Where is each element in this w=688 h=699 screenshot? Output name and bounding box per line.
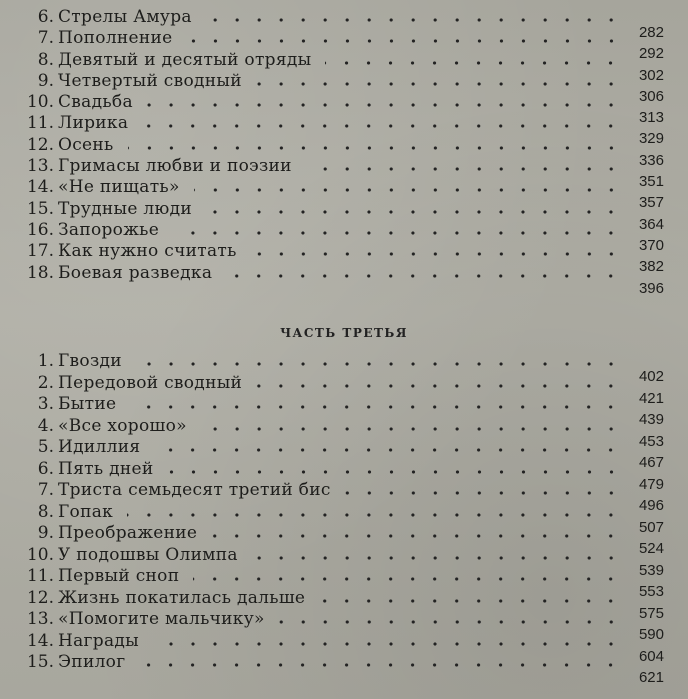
toc-entry-page-number: 402 xyxy=(638,368,664,385)
dot-leaders xyxy=(193,575,622,583)
toc-entry-number: 10. xyxy=(26,544,54,565)
toc-entry-number: 1. xyxy=(37,351,54,371)
dot-leaders xyxy=(206,208,622,216)
toc-entry-title: Идиллия xyxy=(58,437,141,457)
toc-entry-number: 8. xyxy=(37,49,54,70)
dot-leaders xyxy=(173,229,622,237)
toc-entry-page-number: 479 xyxy=(638,475,664,493)
toc-entry-page-number: 604 xyxy=(638,647,664,665)
toc-entry-page-number: 306 xyxy=(638,87,664,105)
toc-entry-page-number: 336 xyxy=(638,151,664,169)
dot-leaders xyxy=(256,80,622,88)
dot-leaders xyxy=(306,165,622,173)
toc-entry-page-number: 621 xyxy=(638,669,664,686)
toc-entry-title: «Все хорошо» xyxy=(58,415,187,436)
toc-entry-number: 2. xyxy=(37,372,54,393)
toc-entry-title: Трудные люди xyxy=(58,198,193,219)
toc-entry-number: 6. xyxy=(37,458,54,479)
toc-entry-number: 9. xyxy=(37,523,54,543)
toc-entry-title: Эпилог xyxy=(58,652,126,672)
dot-leaders xyxy=(256,382,622,390)
toc-entry-page-number: 382 xyxy=(638,258,664,276)
toc-entry-number: 3. xyxy=(37,394,54,414)
toc-entry-number: 16. xyxy=(26,219,54,240)
toc-entry-page-number: 439 xyxy=(638,411,664,428)
dot-leaders xyxy=(153,640,622,648)
dot-leaders xyxy=(251,250,622,258)
part-three-heading: ЧАСТЬ ТРЕТЬЯ xyxy=(280,326,408,340)
toc-entry-title: Бытие xyxy=(58,394,117,414)
dot-leaders xyxy=(139,661,622,669)
toc-entry-title: Девятый и десятый отряды xyxy=(58,49,312,70)
dot-leaders xyxy=(194,186,622,194)
dot-leaders xyxy=(147,101,622,109)
dot-leaders xyxy=(319,597,622,605)
dot-leaders xyxy=(168,468,622,476)
toc-entry-page-number: 575 xyxy=(638,604,664,622)
dot-leaders xyxy=(279,618,622,626)
toc-entry-number: 5. xyxy=(37,437,54,457)
dot-leaders xyxy=(142,122,622,130)
toc-entry-page-number: 313 xyxy=(638,109,664,127)
toc-entry-number: 18. xyxy=(26,262,54,283)
dot-leaders xyxy=(127,511,622,519)
toc-entry-number: 10. xyxy=(26,92,54,113)
toc-entry-title: Осень xyxy=(58,134,114,155)
toc-entry-number: 4. xyxy=(37,415,54,436)
toc-entry-title: «Помогите мальчику» xyxy=(58,609,265,629)
dot-leaders xyxy=(325,59,622,67)
toc-entry-page-number: 467 xyxy=(638,454,664,471)
toc-entry-number: 8. xyxy=(37,501,54,522)
dot-leaders xyxy=(252,554,622,562)
toc-entry-title: Гопак xyxy=(58,501,114,522)
toc-entry-title: У подошвы Олимпа xyxy=(58,544,238,565)
dot-leaders xyxy=(187,37,622,45)
dot-leaders xyxy=(211,532,622,540)
toc-entry-title: Первый сноп xyxy=(58,566,180,586)
toc-entry-number: 15. xyxy=(26,198,54,219)
toc-entry-title: Запорожье xyxy=(58,219,160,240)
toc-entry-number: 6. xyxy=(37,7,54,27)
toc-entry-number: 12. xyxy=(26,134,54,155)
toc-entry-number: 11. xyxy=(26,566,54,586)
toc-entry-number: 11. xyxy=(26,113,54,134)
toc-entry-title: Гвозди xyxy=(58,351,122,371)
toc-entry-page-number: 292 xyxy=(638,45,664,63)
toc-entry-number: 13. xyxy=(26,609,54,629)
toc-entry-title: «Не пищать» xyxy=(58,177,180,198)
toc-entry-page-number: 590 xyxy=(638,626,664,643)
toc-entry-page-number: 282 xyxy=(638,24,664,41)
toc-part-two-list xyxy=(0,6,688,297)
toc-entry-page-number: 329 xyxy=(638,130,664,148)
toc-entry-page-number: 496 xyxy=(638,497,664,514)
toc-entry-page-number: 364 xyxy=(638,215,664,233)
dot-leaders xyxy=(201,425,622,433)
dot-leaders xyxy=(154,446,622,454)
toc-entry-title: Четвертый сводный xyxy=(58,70,242,91)
toc-entry-title: Гримасы любви и поэзии xyxy=(58,156,292,177)
toc-entry-title: Пять дней xyxy=(58,458,154,479)
toc-entry-number: 14. xyxy=(26,630,54,651)
toc-entry xyxy=(0,647,688,686)
toc-entry-title: Преображение xyxy=(58,523,198,543)
toc-entry-page-number: 553 xyxy=(638,583,664,600)
toc-entry-number: 15. xyxy=(26,652,54,672)
toc-entry-page-number: 453 xyxy=(638,432,664,450)
dot-leaders xyxy=(128,144,622,152)
toc-entry-page-number: 539 xyxy=(638,561,664,579)
toc-entry-page-number: 302 xyxy=(638,66,664,84)
toc-entry-title: Жизнь покатилась дальше xyxy=(58,587,306,608)
dot-leaders xyxy=(136,360,622,368)
toc-entry-title: Передовой сводный xyxy=(58,372,243,393)
dot-leaders xyxy=(206,16,622,24)
toc-entry-number: 14. xyxy=(26,177,54,198)
toc-entry-title: Пополнение xyxy=(58,28,173,49)
toc-entry-number: 7. xyxy=(37,28,54,49)
dot-leaders xyxy=(226,272,622,280)
toc-entry-page-number: 370 xyxy=(638,236,664,254)
toc-entry-title: Как нужно считать xyxy=(58,241,237,262)
toc-entry-title: Стрелы Амура xyxy=(58,7,192,27)
toc-entry-page-number: 396 xyxy=(638,279,664,297)
toc-entry-number: 13. xyxy=(26,156,54,177)
toc-entry-title: Боевая разведка xyxy=(58,262,213,283)
toc-entry-page-number: 357 xyxy=(638,194,664,212)
dot-leaders xyxy=(130,403,622,411)
toc-entry-title: Лирика xyxy=(58,113,129,134)
dot-leaders xyxy=(345,489,622,497)
toc-entry-page-number: 524 xyxy=(638,540,664,557)
toc-entry-page-number: 351 xyxy=(638,173,664,191)
toc-entry-number: 17. xyxy=(26,241,54,262)
toc-entry-page-number: 421 xyxy=(638,389,664,407)
toc-entry-page-number: 507 xyxy=(638,518,664,536)
toc-entry-title: Триста семьдесят третий бис xyxy=(58,480,331,500)
toc-entry-title: Свадьба xyxy=(58,92,133,113)
toc-entry-number: 7. xyxy=(37,480,54,500)
toc-entry-number: 12. xyxy=(26,587,54,608)
toc-entry xyxy=(0,262,688,297)
toc-entry-number: 9. xyxy=(37,70,54,91)
toc-entry-title: Награды xyxy=(58,630,139,651)
toc-part-three-list xyxy=(0,350,688,686)
